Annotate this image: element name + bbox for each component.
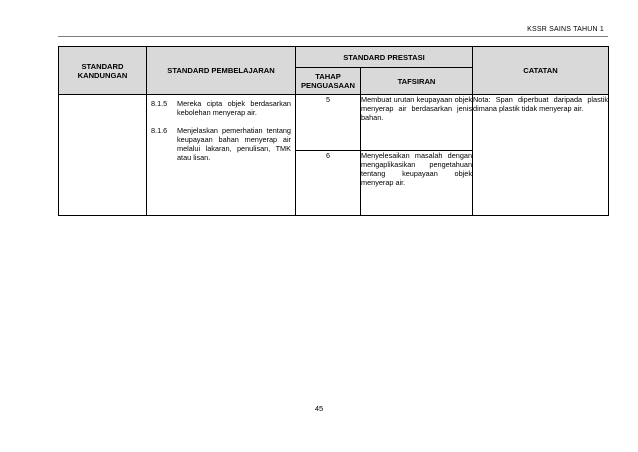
header-rule xyxy=(58,36,608,37)
learning-standard-code: 8.1.6 xyxy=(151,126,168,135)
header-standard-pembelajaran: STANDARD PEMBELAJARAN xyxy=(147,47,296,95)
learning-standard-item xyxy=(147,99,295,117)
catatan-note: Nota: Span diperbuat daripada plastik dimana plastik tidak menyerap air. xyxy=(473,95,609,216)
page-number: 45 xyxy=(314,404,324,413)
header-standard-kandungan: STANDARD KANDUNGAN xyxy=(59,47,147,95)
header-tafsiran: TAFSIRAN xyxy=(361,68,473,95)
standard-kandungan-cell xyxy=(59,95,147,216)
learning-standards-cell xyxy=(147,95,296,216)
learning-standard-item xyxy=(147,126,295,162)
performance-level: 6 xyxy=(296,151,361,216)
running-header: KSSR SAINS TAHUN 1 xyxy=(527,26,604,33)
performance-interpretation: Membuat urutan keupayaan objek menyerap air berdasarkan jenis bahan. xyxy=(361,95,473,151)
learning-standard-text: Menjelaskan pemerhatian tentang keupayaan bahan menyerap air melalui lakaran, penulisan, TMK atau lisan. xyxy=(177,126,291,162)
header-tahap-penguasaan: TAHAP PENGUASAAN xyxy=(296,68,361,95)
standards-table xyxy=(58,46,609,216)
performance-level: 5 xyxy=(296,95,361,151)
header-catatan: CATATAN xyxy=(473,47,609,95)
header-standard-prestasi: STANDARD PRESTASI xyxy=(296,47,473,68)
performance-interpretation: Menyelesaikan masalah dengan mengaplikasikan pengetahuan tentang keupayaan objek menyerap air. xyxy=(361,151,473,216)
learning-standard-code: 8.1.5 xyxy=(151,99,168,108)
learning-standard-text: Mereka cipta objek berdasarkan kebolehan menyerap air. xyxy=(177,99,291,117)
